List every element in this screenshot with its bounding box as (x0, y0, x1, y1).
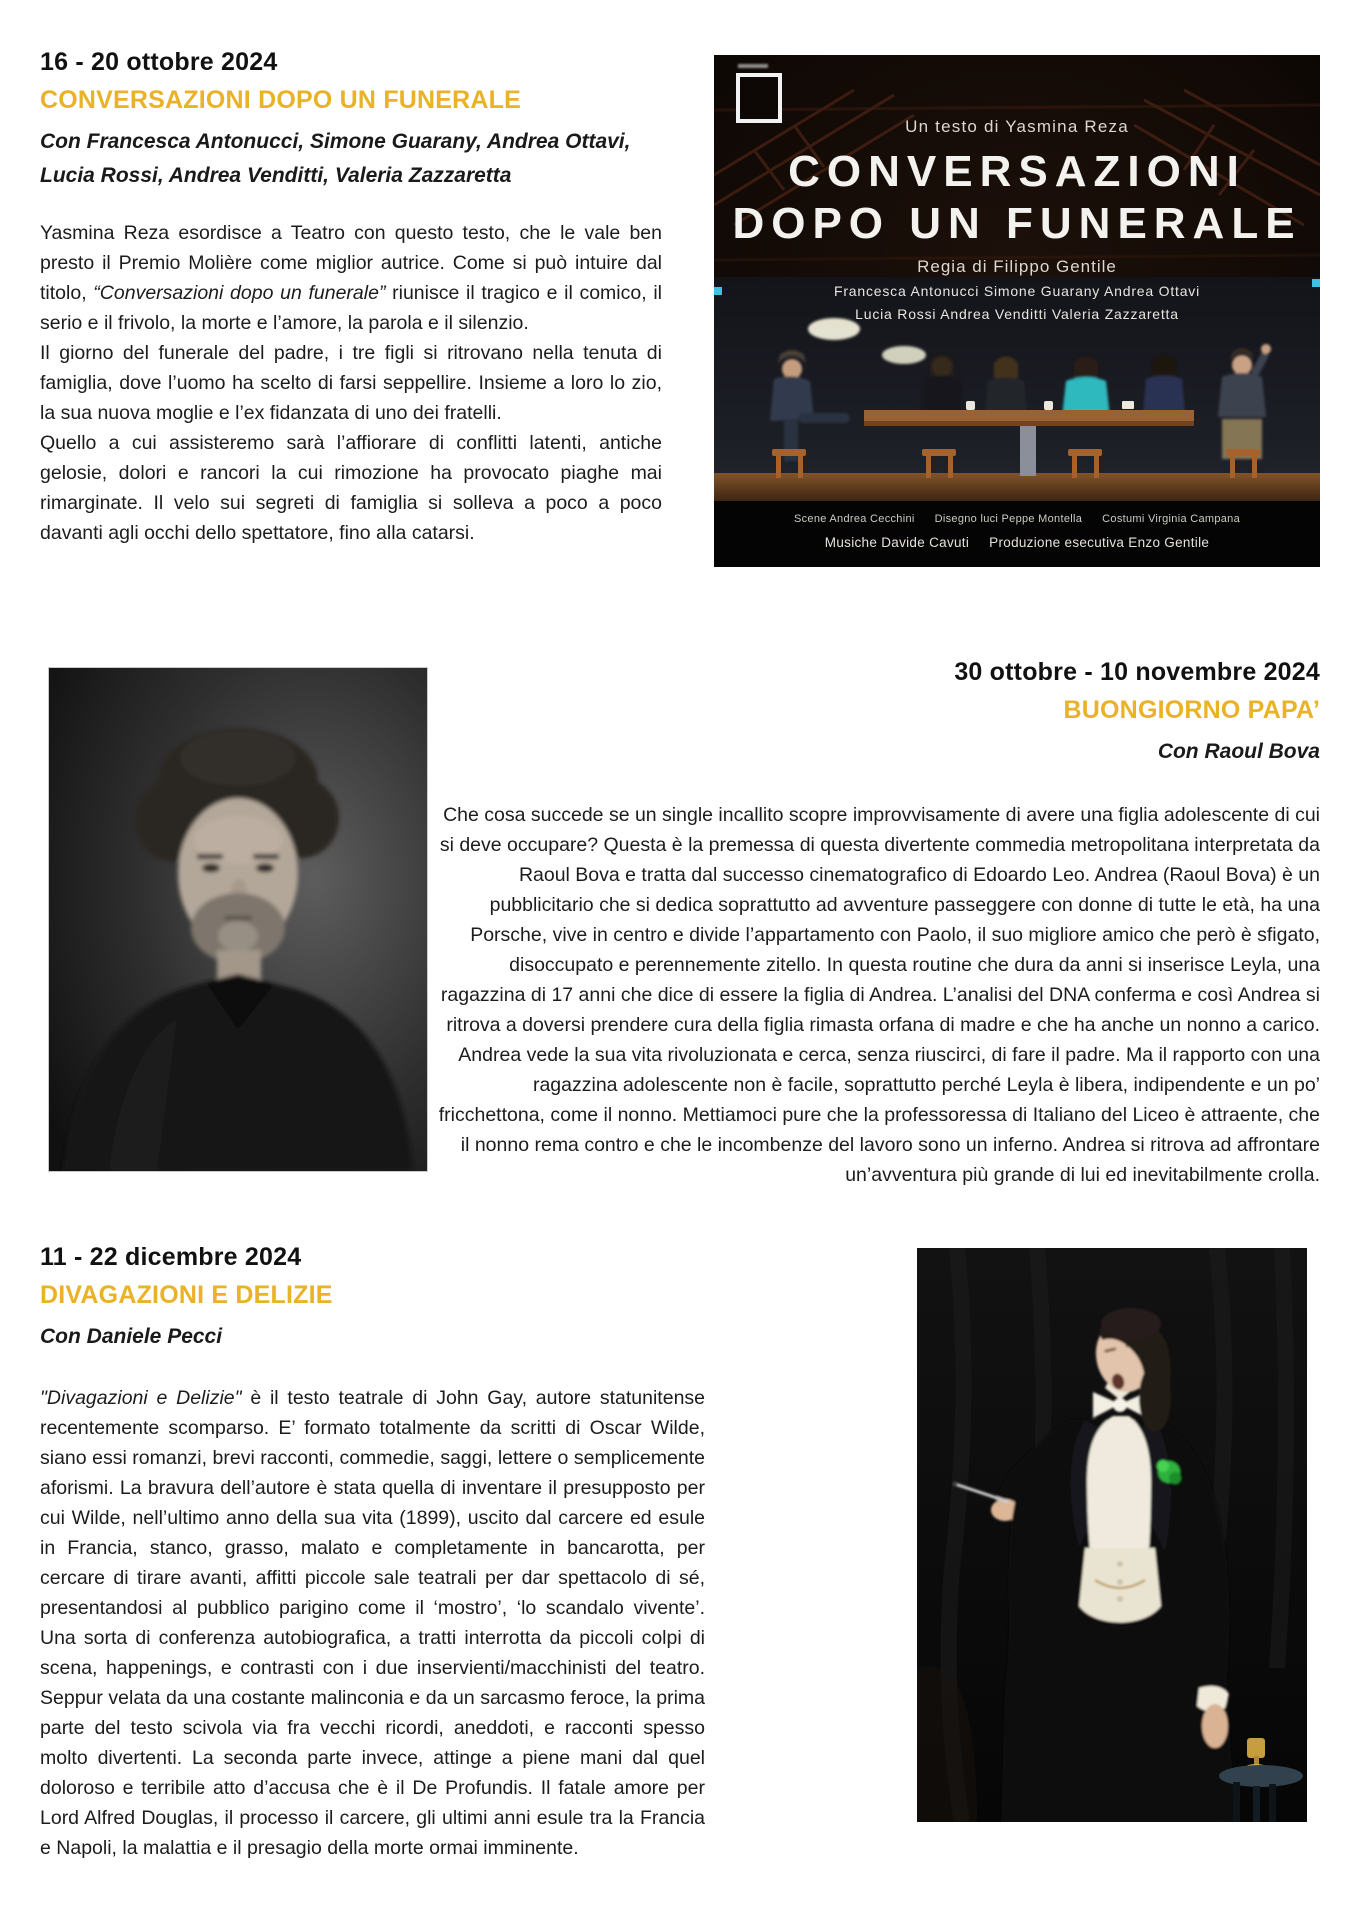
poster-cast-line1: Francesca Antonucci Simone Guarany Andrea Ottavi (833, 283, 1201, 299)
poster-credit: Produzione esecutiva Enzo Gentile (989, 535, 1210, 550)
poster-logo-signature (738, 64, 768, 68)
show1-poster (714, 55, 1320, 567)
show1-title: CONVERSAZIONI DOPO UN FUNERALE (40, 86, 522, 114)
poster-pretitle: Un testo di Yasmina Reza (905, 117, 1129, 136)
poster-director: Regia di Filippo Gentile (917, 257, 1117, 276)
poster-credit: Scene Andrea Cecchini (793, 513, 915, 525)
poster-logo-icon (736, 73, 782, 123)
raoul-bova-portrait-photo (48, 667, 428, 1172)
poster-title-line1: CONVERSAZIONI (788, 147, 1246, 196)
show1-paragraph-2: Il giorno del funerale del padre, i tre figli si ritrovano nella tenuta di famiglia, dove l’uomo ha scelto di farsi seppellire. Insieme a loro lo zio, la sua nuova moglie e l’ex fidanzata di uno dei fratelli. (40, 342, 662, 425)
poster-credit: Musiche Davide Cavuti (824, 535, 970, 550)
poster-credits-band (714, 501, 1320, 567)
show1-cast: Con Francesca Antonucci, Simone Guarany, Andrea Ottavi, Lucia Rossi, Andrea Venditti, Valeria Zazzaretta (40, 130, 631, 187)
show2-cast: Con Raoul Bova (1157, 740, 1320, 763)
poster-credit: Disegno luci Peppe Montella (934, 513, 1083, 525)
show1-description (40, 218, 662, 548)
show2-title: BUONGIORNO PAPA’ (1063, 696, 1320, 724)
scan-artifact-dot (1312, 279, 1320, 287)
show3-description (40, 1383, 705, 1863)
show3-dates: 11 - 22 dicembre 2024 (40, 1243, 302, 1271)
show1-section (40, 48, 662, 548)
show2-description (430, 800, 1320, 1190)
show1-dates: 16 - 20 ottobre 2024 (40, 48, 278, 76)
show1-paragraph-1: Yasmina Reza esordisce a Teatro con questo testo, che le vale ben presto il Premio Molière come miglior autrice. Come si può intuire dal titolo, “Conversazioni dopo un funerale” riunisce il tragico e il comico, il serio e il frivolo, la morte e l’amore, la parola e il silenzio. (40, 222, 663, 335)
show3-paragraph-1: "Divagazioni e Delizie" è il testo teatrale di John Gay, autore statunitense recentemente scomparso. E’ formato totalmente da scritti di Oscar Wilde, siano essi romanzi, brevi racconti, commedie, saggi, lettere o semplicemente aforismi. La bravura dell’autore è stata quella di inventare il presupposto per cui Wilde, nell’ultimo anno della sua vita (1899), uscito dal carcere ed esule in Francia, stanco, grasso, malato e completamente in bancarotta, per cercare di tirare avanti, affitti piccole sale teatrali per dar spettacolo di sé, presentandosi al pubblico parigino come il ‘mostro’, ‘lo scandalo vivente’. Una sorta di conferenza autobiografica, a tratti interrotta da piccoli colpi di scena, happenings, e contrasti con i due inservienti/macchinisti del teatro. Seppur velata da una costante malinconia e da un sarcasmo feroce, la prima parte del testo scivola via fra vecchi ricordi, aneddoti, e racconti spesso molto divertenti. La seconda parte invece, attinge a piene mani dal quel doloroso e terribile atto d’accusa che è il De Profundis. Il fatale amore per Lord Alfred Douglas, il processo il carcere, gli ultimi anni esule tra la Francia e Napoli, la malattia e il presagio della morte ormai imminente. (40, 1387, 706, 1859)
daniele-pecci-stage-photo (917, 1248, 1307, 1822)
show3-title: DIVAGAZIONI E DELIZIE (40, 1281, 333, 1309)
show1-paragraph-3: Quello a cui assisteremo sarà l’affiorare di conflitti latenti, antiche gelosie, dolori e rancori la cui rimozione ha provocato piaghe mai rimarginate. Il velo sui segreti di famiglia si solleva a poco a poco davanti agli occhi dello spettatore, fino alla catarsi. (40, 432, 662, 545)
show3-section-header (40, 1243, 680, 1354)
poster-cast-line2: Lucia Rossi Andrea Venditti Valeria Zazzaretta (855, 306, 1179, 322)
show2-section-header (700, 658, 1320, 769)
show3-cast: Con Daniele Pecci (40, 1325, 223, 1348)
show2-dates: 30 ottobre - 10 novembre 2024 (954, 658, 1320, 686)
poster-title-line2: DOPO UN FUNERALE (732, 199, 1302, 248)
poster-credit: Costumi Virginia Campana (1102, 513, 1241, 525)
scan-artifact-dot (714, 287, 722, 295)
show2-paragraph-1: Che cosa succede se un single incallito scopre improvvisamente di avere una figlia adolescente di cui si deve occupare? Questa è la premessa di questa divertente commedia metropolitana interpretata da Raoul Bova e tratta dal successo cinematografico di Edoardo Leo. Andrea (Raoul Bova) è un pubblicitario che si dedica soprattutto ad avventure passeggere con donne di tutte le età, ha una Porsche, vive in centro e divide l’appartamento con Paolo, il suo migliore amico che però è sfigato, disoccupato e perennemente zitello. In questa routine che dura da anni si inserisce Leyla, una ragazzina di 17 anni che dice di essere la figlia di Andrea. L’analisi del DNA conferma e così Andrea si ritrova a doversi prendere cura della figlia rimasta orfana di madre e che ha anche un nonno a carico. Andrea vede la sua vita rivoluzionata e cerca, senza riuscirci, di fare il padre. Ma il rapporto con una ragazzina adolescente non è facile, soprattutto perché Leyla è libera, indipendente e un po’ fricchettona, come il nonno. Mettiamoci pure che la professoressa di Italiano del Liceo è attraente, che il nonno rema contro e che le incombenze del lavoro sono un inferno. Andrea si ritrova ad affrontare un’avventura più grande di lui ed inevitabilmente crolla. (438, 804, 1320, 1186)
